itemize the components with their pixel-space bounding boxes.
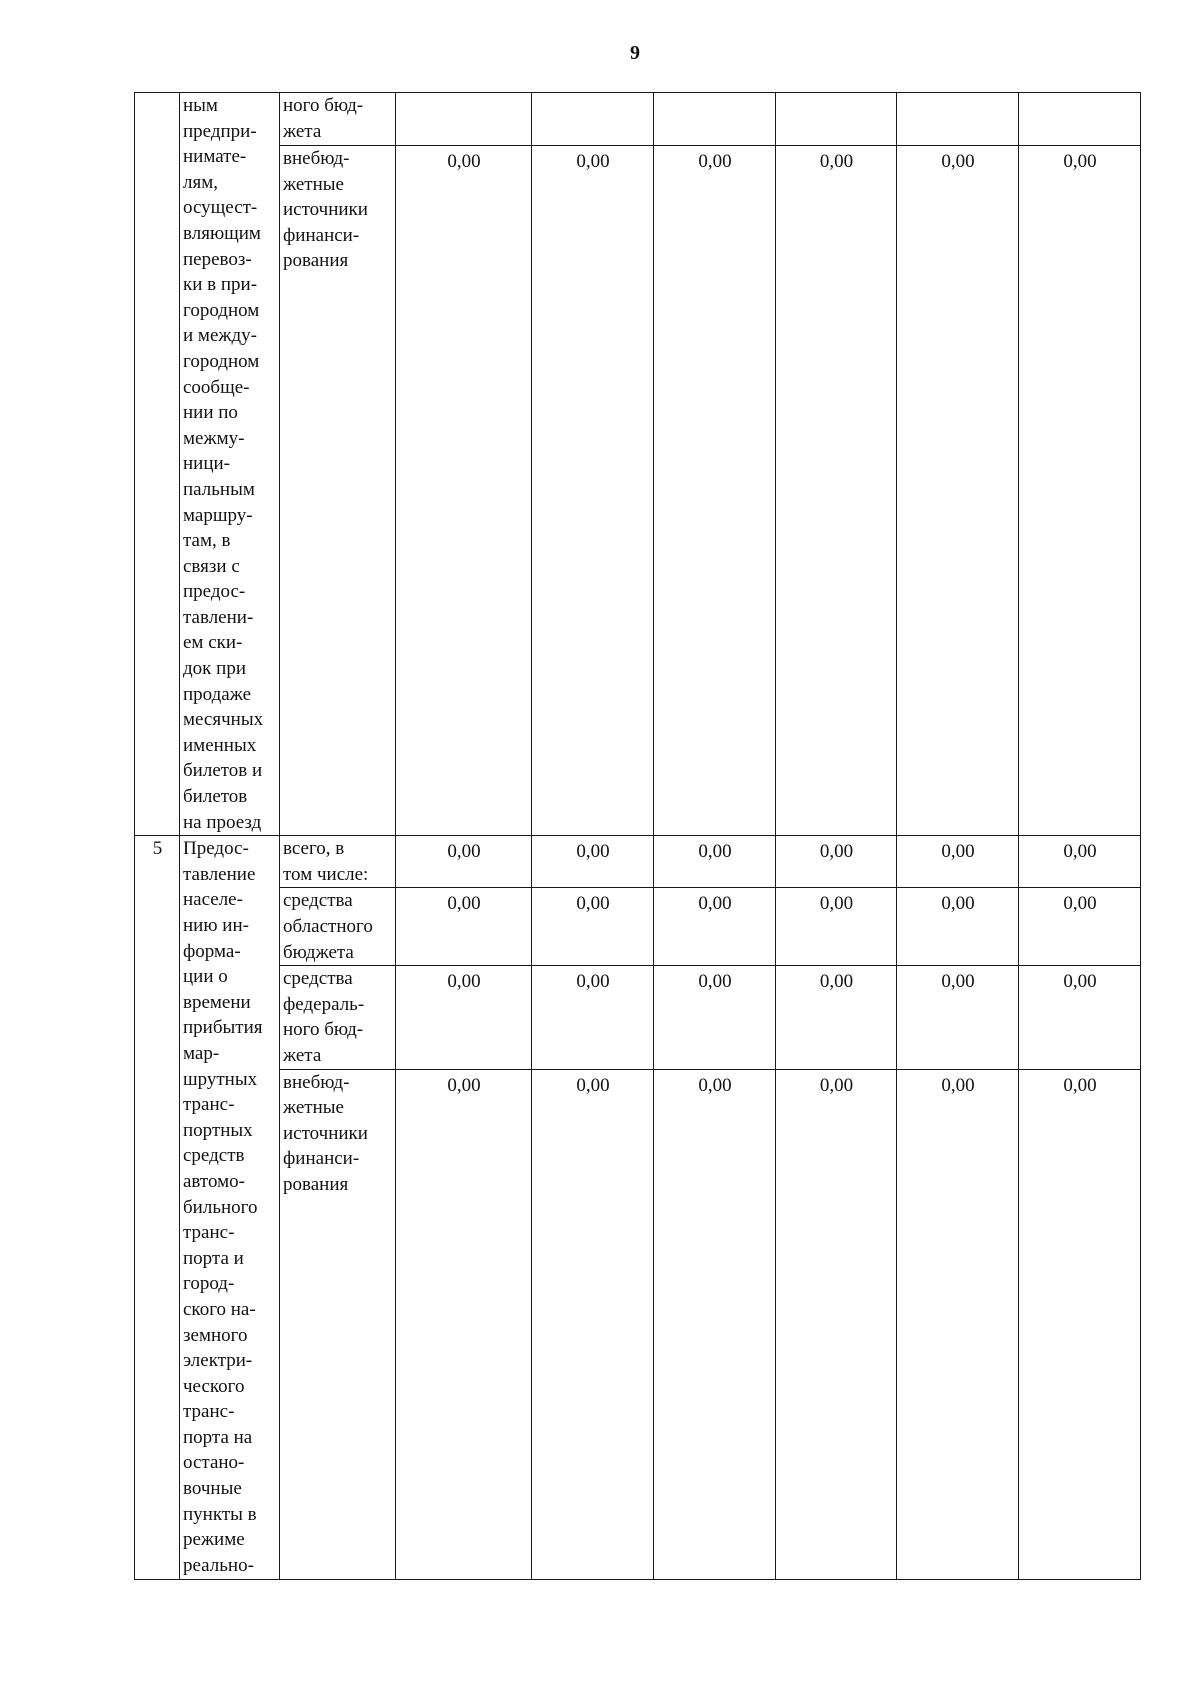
source-cell — [280, 966, 396, 1069]
budget-table — [134, 92, 1141, 1580]
source-cell — [280, 145, 396, 835]
page-number: 9 — [630, 42, 640, 64]
value-cell — [776, 888, 897, 966]
row-number: 5 — [152, 838, 163, 860]
table-row — [135, 888, 1141, 966]
source-cell — [280, 1069, 396, 1579]
value-text: 0,00 — [698, 1074, 732, 1096]
value-cell — [654, 888, 776, 966]
value-text: 0,00 — [447, 893, 481, 915]
value-cell — [532, 145, 654, 835]
value-text: 0,00 — [1063, 841, 1097, 863]
value-cell — [1019, 145, 1141, 835]
value-cell — [396, 888, 532, 966]
value-text: 0,00 — [698, 971, 732, 993]
value-text: 0,00 — [576, 893, 610, 915]
table-row — [135, 93, 1141, 146]
value-cell — [1019, 1069, 1141, 1579]
value-text: 0,00 — [941, 893, 975, 915]
source-cell — [280, 888, 396, 966]
value-text: 0,00 — [698, 150, 732, 172]
value-text: 0,00 — [447, 1074, 481, 1096]
row-number-cell — [135, 836, 180, 1579]
source-text: внебюд- жетные источники финанси- рования — [283, 1071, 368, 1195]
value-cell — [654, 1069, 776, 1579]
value-cell — [532, 1069, 654, 1579]
value-cell — [532, 966, 654, 1069]
value-cell — [654, 836, 776, 888]
value-text: 0,00 — [941, 841, 975, 863]
value-text: 0,00 — [941, 150, 975, 172]
source-text: средства федераль- ного бюд- жета — [283, 968, 365, 1066]
value-cell — [897, 888, 1019, 966]
value-cell — [396, 1069, 532, 1579]
value-text: 0,00 — [447, 971, 481, 993]
source-cell — [280, 836, 396, 888]
value-cell — [776, 966, 897, 1069]
value-cell — [654, 145, 776, 835]
value-text: 0,00 — [576, 150, 610, 172]
value-text: 0,00 — [576, 971, 610, 993]
value-text: 0,00 — [576, 1074, 610, 1096]
value-cell — [532, 888, 654, 966]
source-text: средства областного бюджета — [283, 890, 373, 963]
value-text: 0,00 — [819, 893, 854, 915]
source-cell — [280, 93, 396, 146]
value-cell — [897, 93, 1019, 146]
value-text: 0,00 — [941, 971, 975, 993]
description-cell — [180, 93, 280, 836]
value-cell — [897, 145, 1019, 835]
value-text: 0,00 — [698, 893, 732, 915]
value-text: 0,00 — [1063, 1074, 1097, 1096]
value-cell — [396, 145, 532, 835]
value-cell — [897, 836, 1019, 888]
table-row — [135, 145, 1141, 835]
value-cell — [396, 93, 532, 146]
value-text: 0,00 — [941, 1074, 975, 1096]
value-cell — [396, 966, 532, 1069]
source-text: ного бюд- жета — [283, 95, 364, 142]
value-cell — [396, 836, 532, 888]
value-text: 0,00 — [819, 841, 854, 863]
value-text: 0,00 — [819, 1074, 854, 1096]
value-text: 0,00 — [1063, 893, 1097, 915]
table-row — [135, 966, 1141, 1069]
description-text: ным предпри- нимате- лям, осущест- вляющим перевоз- ки в при- городном и между- городном сообще- нии по межму- ници- пальным маршру- там, в связи с предос- тавлени- ем ски- док при продаже месячных именных билетов и билетов на проезд — [183, 95, 264, 833]
value-text: 0,00 — [1063, 150, 1097, 172]
value-cell — [1019, 888, 1141, 966]
value-text: 0,00 — [576, 841, 610, 863]
value-cell — [654, 966, 776, 1069]
value-text: 0,00 — [698, 841, 732, 863]
source-text: всего, в том числе: — [283, 838, 369, 885]
value-cell — [776, 145, 897, 835]
value-cell — [532, 93, 654, 146]
value-cell — [1019, 966, 1141, 1069]
value-cell — [1019, 93, 1141, 146]
value-cell — [897, 966, 1019, 1069]
value-cell — [776, 93, 897, 146]
table-row — [135, 836, 1141, 888]
value-cell — [776, 1069, 897, 1579]
value-text: 0,00 — [819, 971, 854, 993]
table-row — [135, 1069, 1141, 1579]
value-cell — [532, 836, 654, 888]
description-text: Предос- тавление населе- нию ин- форма- ции о времени прибытия мар- шрутных транс- портных средств автомо- бильного транс- порта и город- ского на- земного электри- ческого транс- порта на остано- вочные пункты в режиме реально- — [183, 838, 263, 1576]
source-text: внебюд- жетные источники финанси- рования — [283, 147, 368, 272]
value-cell — [776, 836, 897, 888]
value-text: 0,00 — [1063, 971, 1097, 993]
value-cell — [1019, 836, 1141, 888]
row-number-cell — [135, 93, 180, 836]
value-cell — [654, 93, 776, 146]
value-text: 0,00 — [819, 150, 854, 172]
value-cell — [897, 1069, 1019, 1579]
description-cell — [180, 836, 280, 1579]
value-text: 0,00 — [447, 841, 481, 863]
value-text: 0,00 — [447, 150, 481, 172]
